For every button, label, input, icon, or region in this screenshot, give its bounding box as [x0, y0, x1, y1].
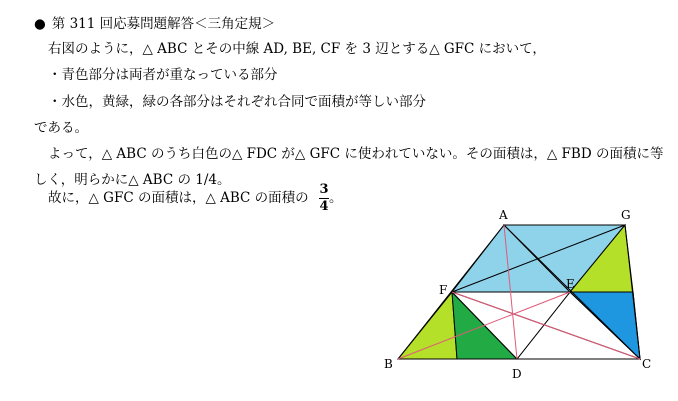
text-line-3: ・水色，黄緑，緑の各部分はそれぞれ合同で面積が等しい部分 — [48, 94, 426, 110]
problem-header — [34, 15, 275, 33]
vertex-label-b: B — [384, 357, 393, 371]
region-yellow-green-left — [398, 292, 457, 359]
vertex-label-a: A — [499, 208, 508, 222]
text-line-2: ・青色部分は両者が重なっている部分 — [48, 67, 278, 83]
vertex-label-c: C — [642, 357, 652, 371]
fraction-three-quarters — [319, 183, 329, 214]
text-line-6: しく，明らかに△ ABC の 1/4。 — [34, 172, 231, 188]
fraction-denominator: 4 — [319, 199, 329, 214]
conclusion-text: 故に，△ GFC の面積は，△ ABC の面積の — [48, 190, 309, 206]
text-line-4: である。 — [34, 120, 88, 136]
bullet-icon: ● — [34, 16, 46, 32]
conclusion-period: 。 — [328, 190, 343, 206]
vertex-label-g: G — [621, 208, 631, 222]
problem-title: 第 311 回応募問題解答＜三角定規＞ — [51, 16, 276, 32]
vertex-label-f: F — [439, 283, 448, 297]
text-line-1: 右図のように，△ ABC とその中線 AD, BE, CF を 3 辺とする△ GFC において， — [48, 41, 546, 57]
triangle-figure — [380, 205, 670, 381]
vertex-label-e: E — [566, 277, 575, 291]
fraction-numerator: 3 — [319, 182, 329, 197]
text-line-5: よって，△ ABC のうち白色の△ FDC が△ GFC に使われていない。その面積は，△ FBD の面積に等 — [48, 146, 664, 162]
vertex-label-d: D — [512, 367, 522, 381]
conclusion-line — [48, 183, 342, 214]
